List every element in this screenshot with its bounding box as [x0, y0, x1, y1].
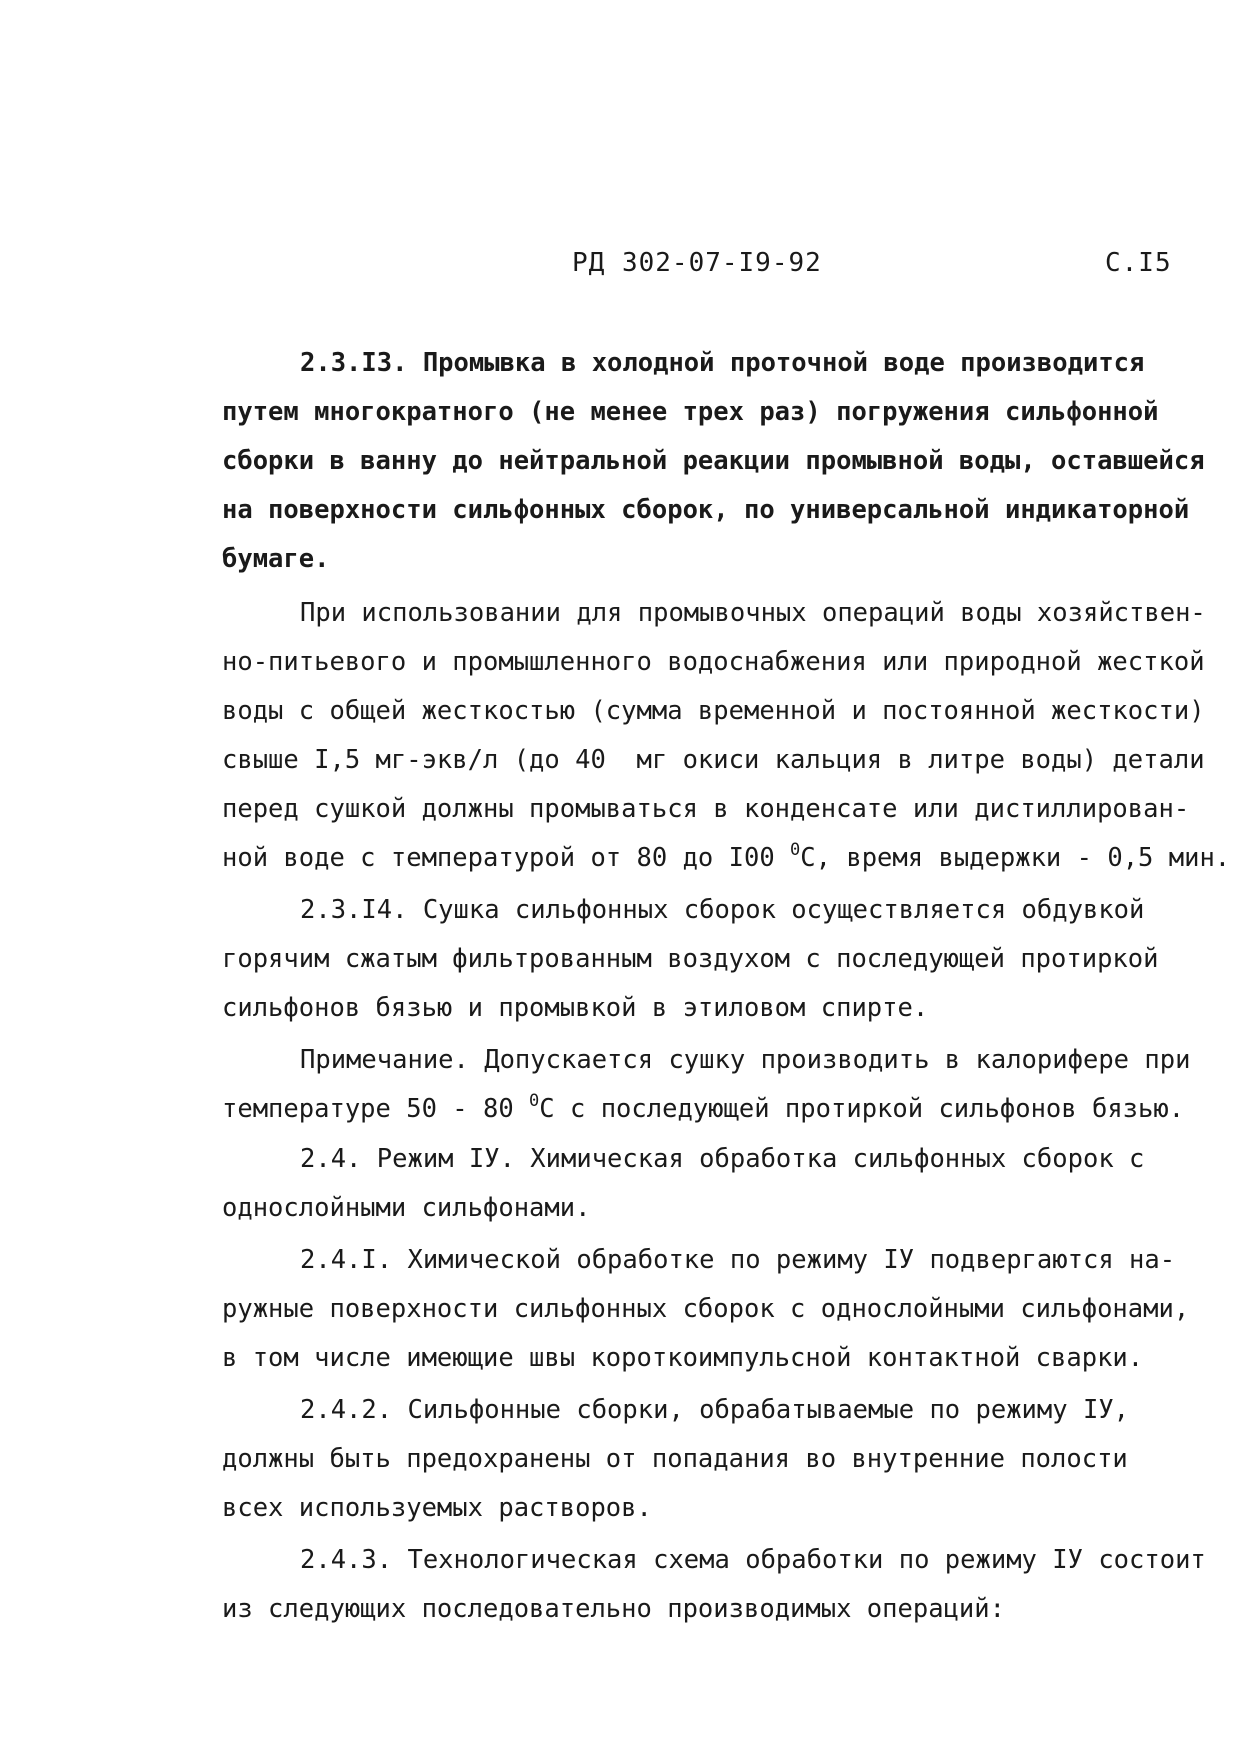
text-line: из следующих последовательно производимых операций: [222, 1594, 1005, 1624]
text-line: на поверхности сильфонных сборок, по универсальной индикаторной [222, 495, 1190, 525]
text-fragment: С, время выдержки - 0,5 мин. [800, 843, 1231, 873]
text-line: При использовании для промывочных операций воды хозяйствен- [300, 598, 1206, 628]
text-line: всех используемых растворов. [222, 1493, 652, 1523]
text-line: горячим сжатым фильтрованным воздухом с последующей протиркой [222, 944, 1159, 974]
text-line: 2.3.I4. Сушка сильфонных сборок осуществляется обдувкой [300, 895, 1145, 925]
text-fragment: С с последующей протиркой сильфонов бязью. [539, 1094, 1185, 1124]
text-line: перед сушкой должны промываться в конденсате или дистиллирован- [222, 794, 1190, 824]
text-fragment: температуре 50 - 80 [222, 1094, 530, 1124]
text-line: 2.4.2. Сильфонные сборки, обрабатываемые по режиму IУ, [300, 1395, 1130, 1425]
text-line: должны быть предохранены от попадания во внутренние полости [222, 1444, 1128, 1474]
page-header [0, 248, 1248, 288]
text-line: Примечание. Допускается сушку производить в калорифере при [300, 1045, 1191, 1075]
text-fragment: ной воде с температурой от 80 до I00 [222, 843, 791, 873]
text-line: 2.4.3. Технологическая схема обработки по режиму IУ состоит [300, 1545, 1206, 1575]
text-line: сильфонов бязью и промывкой в этиловом спирте. [222, 993, 929, 1023]
text-line: однослойными сильфонами. [222, 1193, 591, 1223]
text-line: ружные поверхности сильфонных сборок с однослойными сильфонами, [222, 1294, 1190, 1324]
text-line: 2.4. Режим IУ. Химическая обработка сильфонных сборок с [300, 1144, 1145, 1174]
document-code: РД 302-07-I9-92 [572, 248, 822, 278]
text-line: 2.3.I3. Промывка в холодной проточной воде производится [300, 348, 1145, 378]
text-line: сборки в ванну до нейтральной реакции промывной воды, оставшейся [222, 446, 1205, 476]
text-line [222, 841, 1248, 875]
text-line: но-питьевого и промышленного водоснабжения или природной жесткой [222, 647, 1205, 677]
text-line: воды с общей жесткостью (сумма временной и постоянной жесткости) [222, 696, 1205, 726]
text-line: свыше I,5 мг-экв/л (до 40 мг окиси кальция в литре воды) детали [222, 745, 1205, 775]
text-line [222, 1092, 1248, 1126]
degree-superscript: 0 [790, 840, 801, 860]
text-line: в том числе имеющие швы короткоимпульсной контактной сварки. [222, 1343, 1144, 1373]
degree-superscript: 0 [529, 1091, 540, 1111]
text-line: путем многократного (не менее трех раз) погружения сильфонной [222, 397, 1159, 427]
text-line: 2.4.I. Химической обработке по режиму IУ подвергаются на- [300, 1245, 1176, 1275]
text-line: бумаге. [222, 544, 330, 574]
page-number: С.I5 [1105, 248, 1172, 278]
